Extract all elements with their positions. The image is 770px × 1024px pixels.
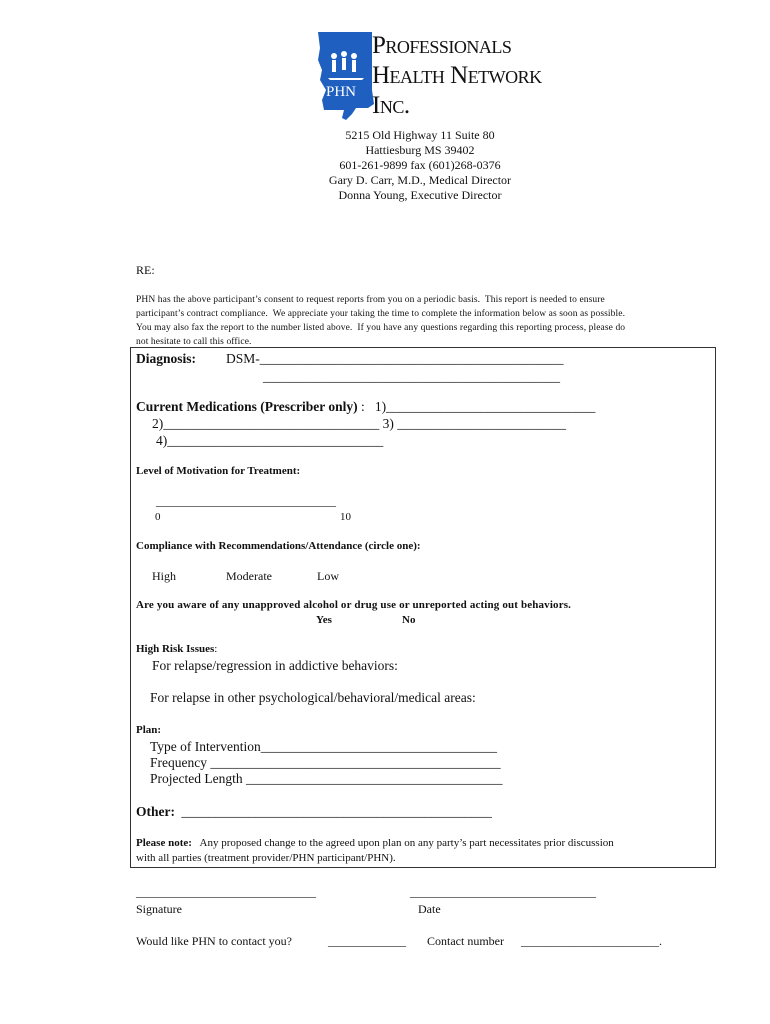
intro-line-1: PHN has the above participant’s consent to request reports from you on a periodic basis. This report is needed to ensure <box>136 295 605 305</box>
awareness-yes[interactable]: Yes <box>316 614 332 626</box>
please-note-line-1 <box>136 837 614 849</box>
medication-4-field[interactable]: 4)________________________________ <box>156 433 384 448</box>
plan-label: Plan: <box>136 724 162 736</box>
please-note-text: Any proposed change to the agreed upon plan on any party’s part necessitates prior discussion <box>191 837 614 849</box>
compliance-option-moderate[interactable]: Moderate <box>226 569 272 583</box>
dsm-field-line-2[interactable]: ____________________________________________ <box>263 369 560 384</box>
address-city: Hattiesburg MS 39402 <box>365 143 475 157</box>
compliance-option-high[interactable]: High <box>152 569 176 583</box>
diagnosis-label: Diagnosis: <box>136 351 197 366</box>
contact-number-field[interactable]: _______________________. <box>521 934 662 948</box>
plan-length-field[interactable]: Projected Length ______________________________________ <box>150 771 503 786</box>
date-line[interactable]: _______________________________ <box>410 885 596 899</box>
medication-2-3-field[interactable]: 2)________________________________ 3) _________________________ <box>152 416 566 431</box>
re-label: RE: <box>136 263 155 277</box>
medication-1-field[interactable]: : 1)_______________________________ <box>361 399 596 414</box>
plan-frequency-field[interactable]: Frequency ___________________________________________ <box>150 755 501 770</box>
address-executive-director: Donna Young, Executive Director <box>338 188 502 202</box>
awareness-question: Are you aware of any unapproved alcohol or drug use or unreported acting out behaviors. <box>136 599 572 611</box>
logo-line-3: Inc. <box>372 92 410 119</box>
high-risk-heading <box>136 643 217 655</box>
compliance-option-low[interactable]: Low <box>317 569 339 583</box>
awareness-no[interactable]: No <box>402 614 416 626</box>
motivation-scale-max: 10 <box>340 511 351 523</box>
high-risk-colon: : <box>214 643 218 655</box>
dsm-field[interactable]: DSM-_____________________________________________ <box>226 351 564 366</box>
motivation-scale-line[interactable]: ______________________________ <box>156 494 336 508</box>
contact-number-label: Contact number <box>427 934 504 948</box>
date-label: Date <box>418 902 441 916</box>
risk-other-label: For relapse in other psychological/behavioral/medical areas: <box>150 690 476 705</box>
logo-line-2: Health Network <box>372 62 542 89</box>
logo-line-1: Professionals <box>372 32 512 59</box>
contact-question: Would like PHN to contact you? <box>136 934 293 948</box>
intro-line-4: not hesitate to call this office. <box>136 337 252 347</box>
compliance-label: Compliance with Recommendations/Attendance (circle one): <box>136 540 421 552</box>
plan-type-field[interactable]: Type of Intervention___________________________________ <box>150 739 498 754</box>
signature-line[interactable]: ______________________________ <box>136 885 316 899</box>
intro-line-2: participant’s contract compliance. We appreciate your taking the time to complete the information below as soon as possible. <box>136 309 626 319</box>
other-label: Other: <box>136 804 175 819</box>
signature-label: Signature <box>136 902 182 916</box>
address-street: 5215 Old Highway 11 Suite 80 <box>345 128 495 142</box>
please-note-line-2: with all parties (treatment provider/PHN participant/PHN). <box>136 852 396 864</box>
mississippi-map-icon <box>316 30 378 126</box>
risk-addictive-label: For relapse/regression in addictive behaviors: <box>152 658 398 673</box>
high-risk-label: High Risk Issues <box>136 643 215 655</box>
medications-label: Current Medications (Prescriber only) <box>136 399 358 414</box>
contact-answer-field[interactable]: _____________ <box>328 934 406 948</box>
address-medical-director: Gary D. Carr, M.D., Medical Director <box>328 173 512 187</box>
motivation-label: Level of Motivation for Treatment: <box>136 465 301 477</box>
other-field[interactable]: ______________________________________________ <box>178 804 492 819</box>
address-phone: 601-261-9899 fax (601)268-0376 <box>339 158 501 172</box>
motivation-scale-min: 0 <box>155 511 161 523</box>
please-note-label: Please note: <box>136 837 192 849</box>
logo-badge: PHN <box>326 84 357 100</box>
intro-line-3: You may also fax the report to the number listed above. If you have any questions regarding this reporting process, please do <box>136 323 626 333</box>
